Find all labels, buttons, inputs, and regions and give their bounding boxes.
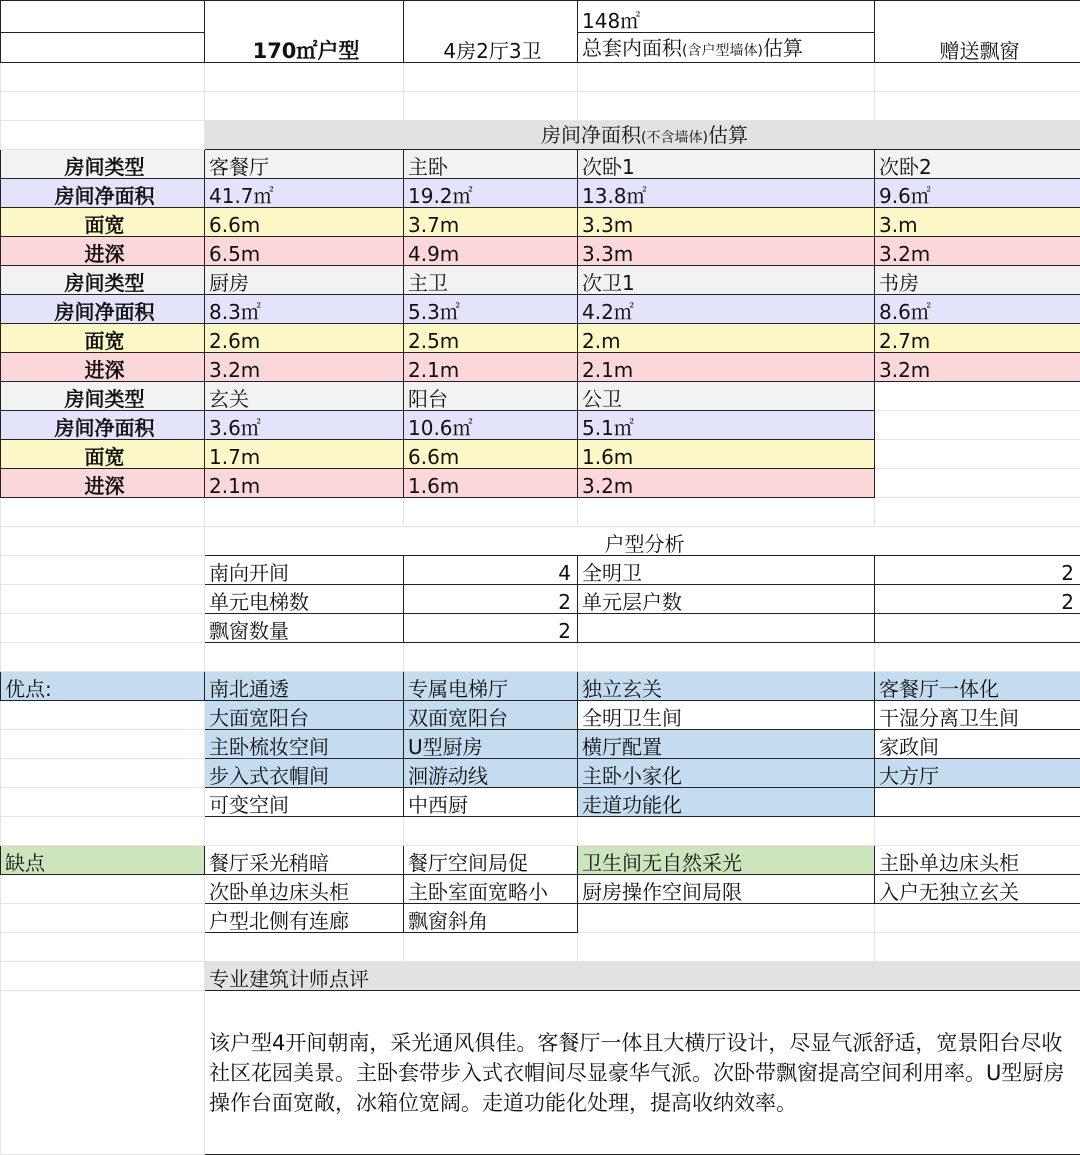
room-width-label: 面宽 <box>1 324 205 353</box>
pros-item[interactable]: 横厅配置 <box>578 730 875 759</box>
room-type-cell[interactable]: 次卧2 <box>875 150 1080 179</box>
empty-cell[interactable] <box>1 759 205 788</box>
room-width-cell[interactable]: 2.5m <box>404 324 578 353</box>
empty-cell[interactable] <box>205 817 404 846</box>
pros-item[interactable]: 主卧小家化 <box>578 759 875 788</box>
pros-item[interactable]: 家政间 <box>875 730 1080 759</box>
empty-cell[interactable] <box>875 643 1080 672</box>
room-depth-cell[interactable]: 6.5m <box>205 237 404 266</box>
room-net-area-cell[interactable]: 4.2㎡ <box>578 295 875 324</box>
empty-cell[interactable] <box>205 498 404 527</box>
empty-cell[interactable] <box>875 614 1080 643</box>
unit-layout-cell[interactable]: 4房2厅3卫 <box>404 1 578 63</box>
empty-cell[interactable] <box>1 962 205 991</box>
analysis-value[interactable]: 2 <box>404 614 578 643</box>
pros-label: 优点: <box>1 672 205 701</box>
empty-cell[interactable] <box>404 643 578 672</box>
room-width-cell[interactable]: 2.7m <box>875 324 1080 353</box>
empty-cell[interactable] <box>1 875 205 904</box>
empty-cell[interactable] <box>875 904 1080 933</box>
empty-cell[interactable] <box>578 904 875 933</box>
pros-item[interactable]: 走道功能化 <box>578 788 875 817</box>
cons-item[interactable]: 主卧室面宽略小 <box>404 875 578 904</box>
room-net-area-cell[interactable]: 10.6㎡ <box>404 411 578 440</box>
room-depth-label: 进深 <box>1 469 205 498</box>
room-type-cell[interactable]: 客餐厅 <box>205 150 404 179</box>
pros-item[interactable]: U型厨房 <box>404 730 578 759</box>
empty-cell[interactable] <box>1 933 205 962</box>
empty-cell[interactable] <box>205 643 404 672</box>
room-net-area-cell[interactable]: 9.6㎡ <box>875 179 1080 208</box>
pros-item[interactable]: 全明卫生间 <box>578 701 875 730</box>
empty-cell[interactable] <box>1 991 205 1155</box>
room-type-label: 房间类型 <box>1 150 205 179</box>
room-net-area-cell[interactable]: 41.7㎡ <box>205 179 404 208</box>
empty-cell[interactable] <box>578 614 875 643</box>
room-net-area-label: 房间净面积 <box>1 179 205 208</box>
room-width-cell[interactable]: 2.m <box>578 324 875 353</box>
analysis-value[interactable]: 2 <box>875 585 1080 614</box>
empty-cell[interactable] <box>1 527 205 556</box>
room-type-cell[interactable]: 公卫 <box>578 382 875 411</box>
pros-item[interactable]: 南北通透 <box>205 672 404 701</box>
room-width-label: 面宽 <box>1 208 205 237</box>
bonus-cell[interactable]: 赠送飘窗 <box>875 1 1080 63</box>
room-type-cell[interactable]: 主卧 <box>404 150 578 179</box>
room-type-cell[interactable]: 厨房 <box>205 266 404 295</box>
analysis-title: 户型分析 <box>205 527 1080 556</box>
empty-cell[interactable] <box>578 933 875 962</box>
room-width-cell[interactable]: 6.6m <box>205 208 404 237</box>
empty-cell[interactable] <box>205 933 404 962</box>
empty-cell[interactable] <box>875 440 1080 469</box>
cons-item[interactable]: 卫生间无自然采光 <box>578 846 875 875</box>
cons-item[interactable]: 厨房操作空间局限 <box>578 875 875 904</box>
empty-cell[interactable] <box>875 411 1080 440</box>
analysis-value[interactable]: 2 <box>875 556 1080 585</box>
analysis-label: 单元电梯数 <box>205 585 404 614</box>
room-depth-cell[interactable]: 1.6m <box>404 469 578 498</box>
empty-cell[interactable] <box>578 817 875 846</box>
empty-cell[interactable] <box>1 788 205 817</box>
empty-cell[interactable] <box>875 469 1080 498</box>
empty-cell[interactable] <box>1 817 205 846</box>
net-title-suffix: 估算 <box>708 123 748 147</box>
pros-item[interactable]: 专属电梯厅 <box>404 672 578 701</box>
area-label-suffix: 估算 <box>763 36 803 60</box>
room-depth-cell[interactable]: 4.9m <box>404 237 578 266</box>
room-depth-label: 进深 <box>1 237 205 266</box>
cons-item[interactable]: 次卧单边床头柜 <box>205 875 404 904</box>
room-net-area-cell[interactable]: 8.3㎡ <box>205 295 404 324</box>
room-depth-cell[interactable]: 3.2m <box>205 353 404 382</box>
room-depth-cell[interactable]: 3.2m <box>875 353 1080 382</box>
pros-item[interactable]: 双面宽阳台 <box>404 701 578 730</box>
empty-cell[interactable] <box>404 498 578 527</box>
cons-item[interactable]: 餐厅采光稍暗 <box>205 846 404 875</box>
empty-cell[interactable] <box>404 817 578 846</box>
pros-item[interactable] <box>875 788 1080 817</box>
area-label-main: 总套内面积 <box>582 36 682 60</box>
room-depth-cell[interactable]: 3.2m <box>578 469 875 498</box>
unit-area-value-cell[interactable]: 148㎡ <box>578 1 875 33</box>
pros-item[interactable]: 步入式衣帽间 <box>205 759 404 788</box>
room-depth-cell[interactable]: 2.1m <box>404 353 578 382</box>
room-width-cell[interactable]: 3.7m <box>404 208 578 237</box>
analysis-label: 全明卫 <box>578 556 875 585</box>
cons-item[interactable]: 户型北侧有连廊 <box>205 904 404 933</box>
room-width-cell[interactable]: 3.m <box>875 208 1080 237</box>
empty-cell[interactable] <box>1 585 205 614</box>
room-depth-cell[interactable]: 2.1m <box>205 469 404 498</box>
analysis-value[interactable]: 2 <box>404 585 578 614</box>
room-width-cell[interactable]: 1.6m <box>578 440 875 469</box>
empty-cell[interactable] <box>1 643 205 672</box>
empty-cell[interactable] <box>578 498 875 527</box>
room-width-label: 面宽 <box>1 440 205 469</box>
room-type-label: 房间类型 <box>1 382 205 411</box>
room-type-cell[interactable]: 阳台 <box>404 382 578 411</box>
room-net-area-cell[interactable]: 5.1㎡ <box>578 411 875 440</box>
unit-area-label-cell[interactable] <box>578 33 875 63</box>
room-net-area-label: 房间净面积 <box>1 411 205 440</box>
net-title-main: 房间净面积 <box>541 123 641 147</box>
room-width-cell[interactable]: 3.3m <box>578 208 875 237</box>
pros-item[interactable]: 洄游动线 <box>404 759 578 788</box>
pros-item[interactable]: 主卧梳妆空间 <box>205 730 404 759</box>
cons-item[interactable]: 主卧单边床头柜 <box>875 846 1080 875</box>
pros-item[interactable]: 干湿分离卫生间 <box>875 701 1080 730</box>
cons-item[interactable]: 入户无独立玄关 <box>875 875 1080 904</box>
room-net-area-cell[interactable]: 5.3㎡ <box>404 295 578 324</box>
pros-item[interactable]: 大面宽阳台 <box>205 701 404 730</box>
room-net-area-cell[interactable]: 19.2㎡ <box>404 179 578 208</box>
unit-type-cell[interactable]: 170㎡户型 <box>205 1 404 63</box>
empty-cell[interactable] <box>1 614 205 643</box>
comment-title: 专业建筑计师点评 <box>205 962 1080 991</box>
room-type-cell[interactable]: 书房 <box>875 266 1080 295</box>
empty-cell[interactable] <box>1 730 205 759</box>
cons-item[interactable]: 飘窗斜角 <box>404 904 578 933</box>
analysis-label: 单元层户数 <box>578 585 875 614</box>
room-net-area-cell[interactable]: 8.6㎡ <box>875 295 1080 324</box>
room-net-area-label: 房间净面积 <box>1 295 205 324</box>
area-label-note: (含户型墙体) <box>682 43 763 59</box>
room-width-cell[interactable]: 6.6m <box>404 440 578 469</box>
room-depth-cell[interactable]: 3.3m <box>578 237 875 266</box>
room-type-label: 房间类型 <box>1 266 205 295</box>
pros-item[interactable]: 客餐厅一体化 <box>875 672 1080 701</box>
empty-cell[interactable] <box>1 498 205 527</box>
pros-item[interactable]: 中西厨 <box>404 788 578 817</box>
net-area-section-title <box>205 121 1080 150</box>
pros-item[interactable]: 大方厅 <box>875 759 1080 788</box>
empty-cell[interactable] <box>1 904 205 933</box>
room-depth-cell[interactable]: 3.2m <box>875 237 1080 266</box>
empty-cell[interactable] <box>404 933 578 962</box>
room-depth-cell[interactable]: 2.1m <box>578 353 875 382</box>
analysis-label: 南向开间 <box>205 556 404 585</box>
analysis-label: 飘窗数量 <box>205 614 404 643</box>
empty-cell[interactable] <box>1 556 205 585</box>
room-depth-label: 进深 <box>1 353 205 382</box>
cons-label: 缺点 <box>1 846 205 875</box>
room-type-cell[interactable]: 次卫1 <box>578 266 875 295</box>
pros-item[interactable]: 独立玄关 <box>578 672 875 701</box>
net-title-note: (不含墙体) <box>641 130 708 146</box>
analysis-value[interactable]: 4 <box>404 556 578 585</box>
pros-item[interactable]: 可变空间 <box>205 788 404 817</box>
comment-text[interactable]: 该户型4开间朝南，采光通风俱佳。客餐厅一体且大横厅设计，尽显气派舒适，宽景阳台尽收社区花园美景。主卧套带步入式衣帽间尽显豪华气派。次卧带飘窗提高空间利用率。U型厨房操作台面宽敞，冰箱位宽阔。走道功能化处理，提高收纳效率。 <box>205 991 1080 1155</box>
room-type-cell[interactable]: 玄关 <box>205 382 404 411</box>
empty-cell[interactable] <box>578 643 875 672</box>
cons-item[interactable]: 餐厅空间局促 <box>404 846 578 875</box>
room-type-cell[interactable]: 主卫 <box>404 266 578 295</box>
empty-cell[interactable] <box>875 817 1080 846</box>
room-width-cell[interactable]: 2.6m <box>205 324 404 353</box>
empty-cell[interactable] <box>1 701 205 730</box>
room-net-area-cell[interactable]: 3.6㎡ <box>205 411 404 440</box>
empty-cell[interactable] <box>875 498 1080 527</box>
empty-cell[interactable] <box>875 382 1080 411</box>
room-type-cell[interactable]: 次卧1 <box>578 150 875 179</box>
empty-cell[interactable] <box>875 933 1080 962</box>
room-net-area-cell[interactable]: 13.8㎡ <box>578 179 875 208</box>
room-width-cell[interactable]: 1.7m <box>205 440 404 469</box>
